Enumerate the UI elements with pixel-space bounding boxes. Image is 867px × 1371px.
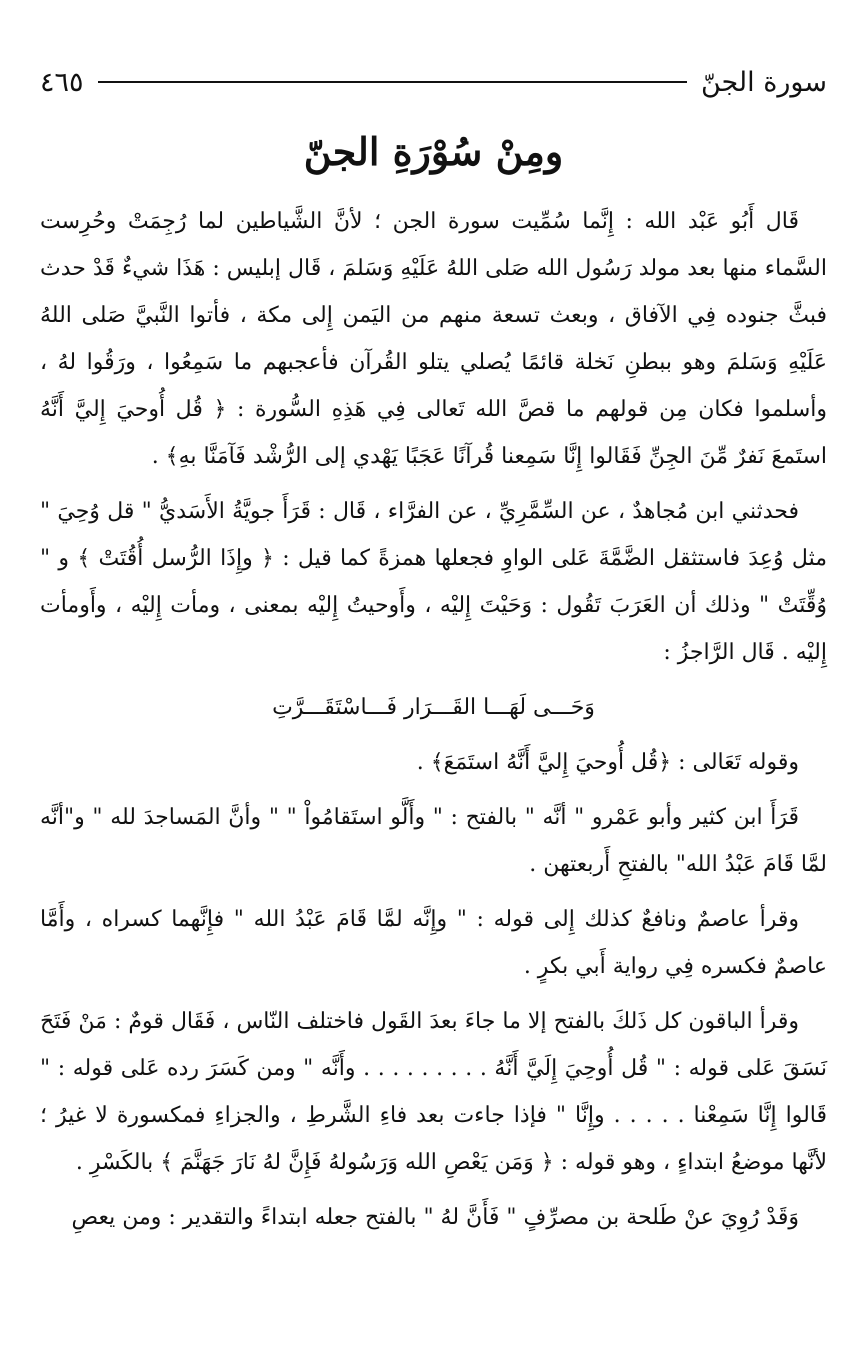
paragraph-wuhiya-reading: فحدثني ابن مُجاهدٌ ، عن السِّمَّرِيِّ ، عن الفرَّاء ، قَال : قَرَأَ جويَّةُ الأَسَديُّ " قل وُحِيَ " مثل وُعِدَ فاستثقل الضَّمَّةَ عَلى الواوِ فجعلها همزةً كما قيل : ﴿ وإِذَا الرُّسل أُقُتَتْ ﴾ و " وُقِّتَتْ " وذلك أن العَرَبَ تَقُول : وَحَيْتَ إِليْه ، وأَوحيتُ إِليْه بمعنى ، ومأت إِليْه ، وأَومأت إِليْه . قَال الرَّاجزُ : (40, 499, 827, 665)
chapter-title: ومِنْ سُوْرَةِ الجنّ (303, 129, 564, 174)
paragraph-qawluhu: وقوله تَعَالى : ﴿قُل أُوحيَ إِليَّ أَنَّهُ استَمَعَ﴾ . (416, 750, 799, 775)
running-title: سورة الجنّ (700, 66, 827, 98)
poetry-verse: وَحَـــى لَهَـــا القَـــرَار فَـــاسْتَقَـــرَّتِ (272, 695, 595, 720)
paragraph-naming-of-surah: قَال أَبُو عَبْد الله : إِنَّما سُمِّيت سورة الجن ؛ لأنَّ الشَّياطين لما رُجِمَتْ وحُرِست السَّماء منها بعد مولد رَسُول الله صَلى اللهُ عَلَيْهِ وَسَلمَ ، قَال إبليس : هَذَا شيءٌ قَدْ حدث فبثَّ جنوده فِي الآفاق ، وبعث تسعة منهم من اليَمن إِلى مكة ، فأتوا النَّبيَّ صَلى اللهُ عَلَيْهِ وَسَلمَ وهو ببطنِ نَخلة قائمًا يُصلي يتلو القُرآن فأعجبهم ما سَمِعُوا ، ورَقُوا لهُ ، وأسلموا فكان مِن قولهم ما قصَّ الله تَعالى فِي هَذِهِ السُّورة : ﴿ قُل أُوحيَ إِليَّ أَنَّهُ استَمعَ نَفرٌ مِّنَ الجِنِّ فَقَالوا إِنَّا سَمِعنا قُرآنًا عَجَبًا يَهْدي إلى الرُّشْد فَآمَنَّا بهِ﴾ . (40, 209, 827, 469)
header-rule (98, 81, 687, 83)
body-text (40, 198, 827, 1249)
paragraph-ibn-kathir: قَرَأَ ابن كثير وأبو عَمْرو " أنَّه " بالفتح : " وأَلَّو استَقامُواْ " " وأنَّ المَساجدَ لله " و"أنَّه لمَّا قَامَ عَبْدُ الله" بالفتحِ أَربعتهن . (40, 805, 827, 877)
running-header (40, 62, 827, 102)
paragraph-talha: وَقَدْ رُوِيَ عنْ طَلحة بن مصرِّفٍ " فَأَنَّ لهُ " بالفتح جعله ابتداءً والتقدير : ومن يعصِ (71, 1205, 799, 1230)
paragraph-asim-nafi: وقرأ عاصمٌ ونافعٌ كذلك إِلى قوله : " وإِنَّه لمَّا قَامَ عَبْدُ الله " فإِنَّهما كسراه ، وأَمَّا عاصمٌ فكسره فِي رواية أَبي بكرٍ . (40, 907, 827, 979)
paragraph-baqun: وقرأ الباقون كل ذَلكَ بالفتح إلا ما جاءَ بعدَ القَول فاختلف النّاس ، فَقَال قومٌ : مَنْ فَتَحَ نَسَقَ عَلى قوله : " قُل أُوحِيَ إِلَيَّ أَنَّهُ . . . . . . . . . وأَنَّه " ومن كَسَرَ رده عَلى قوله : " قَالوا إِنَّا سَمِعْنا . . . . . وإِنَّا " فإذا جاءت بعد فاءِ الشَّرطِ ، والجزاءِ فمكسورة لا غيرُ ؛ لأنَّها موضعُ ابتداءٍ ، وهو قوله : ﴿ وَمَن يَعْصِ الله وَرَسُولهُ فَإِنَّ لهُ نَارَ جَهَنَّمَ ﴾ بالكَسْرِ . (40, 1009, 827, 1175)
page-number: ٤٦٥ (40, 66, 84, 98)
